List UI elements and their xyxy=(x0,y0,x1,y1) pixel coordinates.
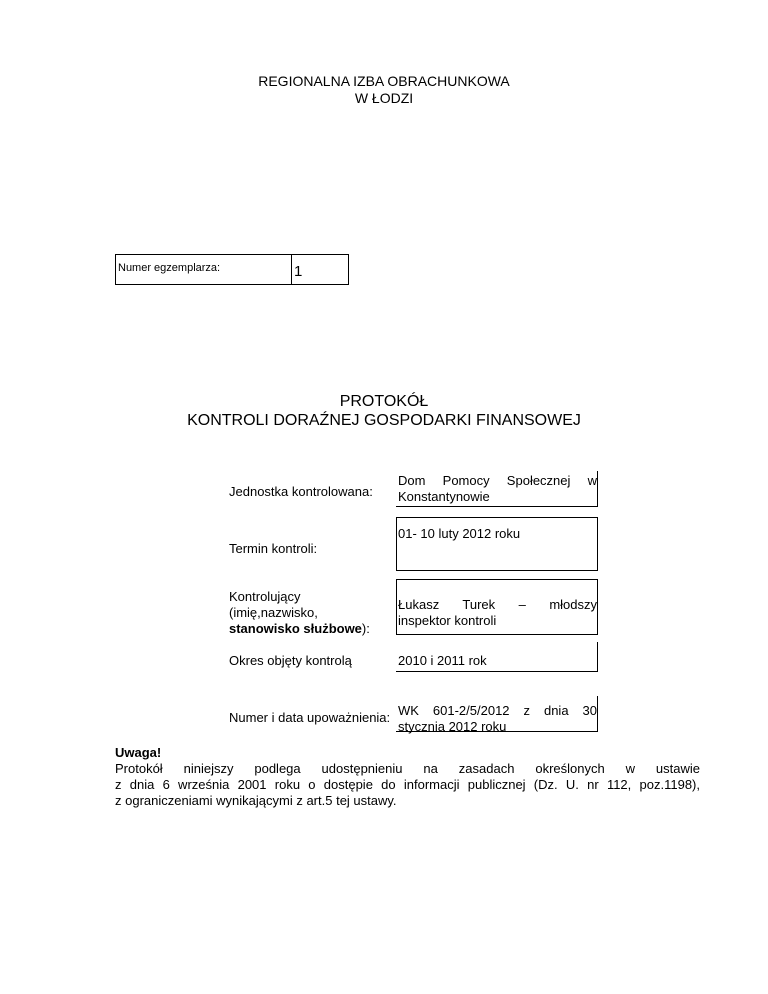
institution-name: REGIONALNA IZBA OBRACHUNKOWA xyxy=(258,73,510,89)
inspector-label-end: ): xyxy=(361,621,370,636)
authorization-value-line1: WK 601-2/5/2012 z dnia 30 xyxy=(398,703,597,718)
copy-number-value: 1 xyxy=(294,263,303,280)
inspector-value xyxy=(398,597,597,629)
period-label: Okres objęty kontrolą xyxy=(229,653,352,668)
inspector-label-line3 xyxy=(229,621,370,637)
disclosure-note xyxy=(115,745,700,809)
inspector-value-line2: inspektor kontroli xyxy=(398,613,497,628)
inspector-label xyxy=(229,589,370,637)
unit-label: Jednostka kontrolowana: xyxy=(229,484,373,499)
title-subject: KONTROLI DORAŹNEJ GOSPODARKI FINANSOWEJ xyxy=(187,412,581,429)
document-title xyxy=(0,392,768,430)
note-line2: z dnia 6 września 2001 roku o dostępie do informacji publicznej (Dz. U. nr 112, poz.1198), xyxy=(115,777,700,792)
inspector-label-line1: Kontrolujący xyxy=(229,589,301,604)
authorization-label: Numer i data upoważnienia: xyxy=(229,710,391,725)
term-label: Termin kontroli: xyxy=(229,541,318,556)
inspector-label-line2: (imię,nazwisko, xyxy=(229,605,318,620)
authorization-value xyxy=(398,703,597,735)
note-line3: z ograniczeniami wynikającymi z art.5 tej ustawy. xyxy=(115,793,397,808)
copy-number-table xyxy=(115,254,349,285)
authorization-value-line2: stycznia 2012 roku xyxy=(398,719,507,734)
unit-value-line1: Dom Pomocy Społecznej w xyxy=(398,473,597,488)
unit-value-line2: Konstantynowie xyxy=(398,489,490,504)
copy-number-label: Numer egzemplarza: xyxy=(118,262,221,274)
note-heading: Uwaga! xyxy=(115,745,162,760)
institution-header xyxy=(0,73,768,107)
unit-value xyxy=(398,473,597,505)
title-protocol: PROTOKÓŁ xyxy=(339,393,429,410)
term-value: 01- 10 luty 2012 roku xyxy=(398,526,521,541)
institution-city: W ŁODZI xyxy=(354,90,414,106)
period-value: 2010 i 2011 rok xyxy=(398,653,487,668)
inspector-value-line1: Łukasz Turek – młodszy xyxy=(398,597,597,612)
inspector-label-position: stanowisko służbowe xyxy=(229,621,362,636)
copy-number-divider xyxy=(291,255,292,284)
note-line1: Protokół niniejszy podlega udostępnieniu na zasadach określonych w ustawie xyxy=(115,761,700,776)
